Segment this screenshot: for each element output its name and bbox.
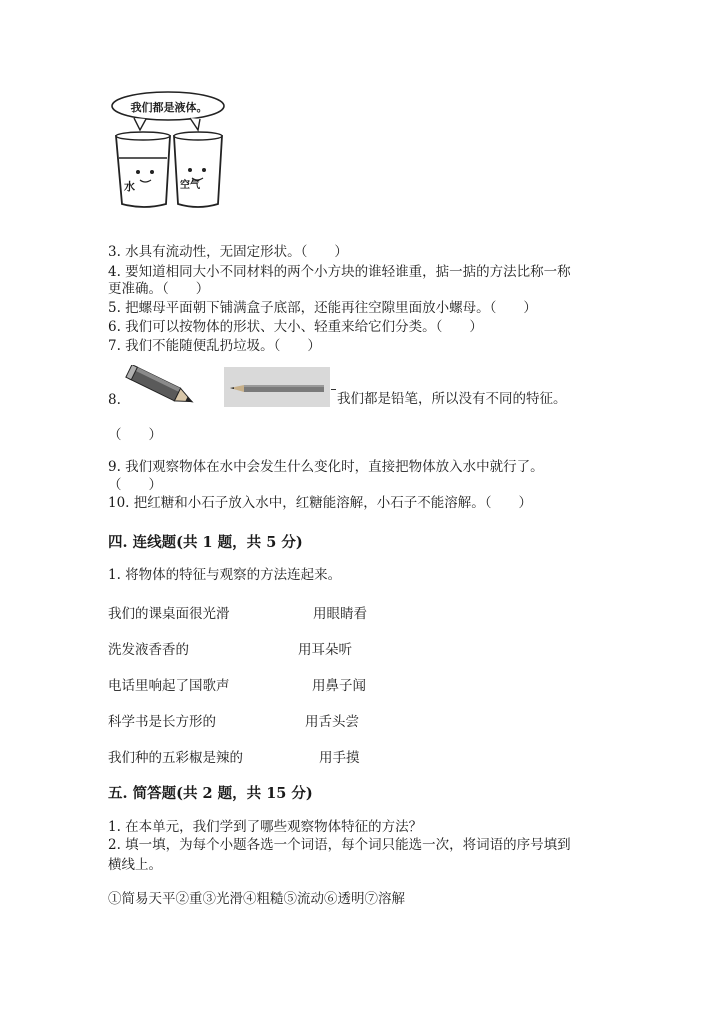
dash-mark xyxy=(331,389,336,390)
match-left-3: 电话里响起了国歌声 xyxy=(108,678,230,694)
section-5-question-2-line1: 2. 填一填，为每个小题各选一个词语，每个词只能选一次，将词语的序号填到 xyxy=(108,837,571,853)
match-right-5: 用手摸 xyxy=(319,750,360,766)
section-5-options: ①简易天平②重③光滑④粗糙⑤流动⑥透明⑦溶解 xyxy=(108,891,405,907)
question-7: 7. 我们不能随便乱扔垃圾。（ ） xyxy=(108,338,321,354)
match-left-1: 我们的课桌面很光滑 xyxy=(108,606,230,622)
match-left-4: 科学书是长方形的 xyxy=(108,714,216,730)
section-5-question-1: 1. 在本单元，我们学到了哪些观察物体特征的方法？ xyxy=(108,819,423,835)
question-10: 10. 把红糖和小石子放入水中，红糖能溶解，小石子不能溶解。（ ） xyxy=(108,495,533,511)
match-right-2: 用耳朵听 xyxy=(298,642,352,658)
air-cup xyxy=(174,136,222,207)
match-right-1: 用眼睛看 xyxy=(313,606,367,622)
match-right-4: 用舌头尝 xyxy=(305,714,359,730)
section-5-question-2-line2: 横线上。 xyxy=(108,857,162,873)
question-9-line1: 9. 我们观察物体在水中会发生什么变化时，直接把物体放入水中就行了。 xyxy=(108,459,544,475)
section-4-prompt: 1. 将物体的特征与观察的方法连起来。 xyxy=(108,567,342,583)
cup1-label: 水 xyxy=(124,180,135,193)
question-8-blank: （ ） xyxy=(108,427,162,443)
question-4-line2: 更准确。（ ） xyxy=(108,281,210,297)
cup2-label: 空气 xyxy=(180,180,200,191)
pencil-angled-image xyxy=(125,365,203,411)
question-8-text: 我们都是铅笔，所以没有不同的特征。 xyxy=(337,391,567,407)
section-4-heading: 四. 连线题(共 1 题，共 5 分) xyxy=(108,534,303,551)
question-6: 6. 我们可以按物体的形状、大小、轻重来给它们分类。（ ） xyxy=(108,319,483,335)
match-left-2: 洗发液香香的 xyxy=(108,642,189,658)
question-4-line1: 4. 要知道相同大小不同材料的两个小方块的谁轻谁重，掂一掂的方法比称一称 xyxy=(108,264,571,280)
question-5: 5. 把螺母平面朝下铺满盒子底部，还能再往空隙里面放小螺母。（ ） xyxy=(108,300,537,316)
match-right-3: 用鼻子闻 xyxy=(312,678,366,694)
bubble-text: 我们都是液体。 xyxy=(130,101,208,114)
question-3: 3. 水具有流动性，无固定形状。（ ） xyxy=(108,244,348,260)
question-8-number: 8. xyxy=(108,392,121,408)
water-cup xyxy=(116,136,170,207)
match-left-5: 我们种的五彩椒是辣的 xyxy=(108,750,243,766)
pencil-photo-image xyxy=(224,367,330,407)
question-9-blank: （ ） xyxy=(108,477,162,493)
section-5-heading: 五. 简答题(共 2 题，共 15 分) xyxy=(108,785,313,802)
